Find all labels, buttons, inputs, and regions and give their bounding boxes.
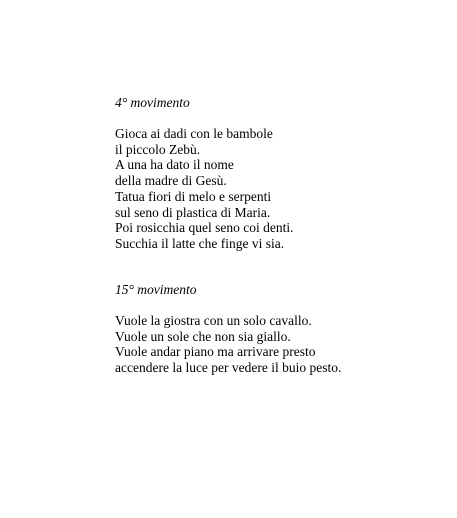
verse-line: sul seno di plastica di Maria.: [115, 204, 271, 220]
poem-15-movimento: [115, 281, 435, 376]
verse-line: della madre di Gesù.: [115, 173, 227, 189]
verse-line: Poi rosicchia quel seno coi denti.: [115, 220, 294, 236]
verse-line: il piccolo Zebù.: [115, 141, 201, 157]
verse-line: Tatua fiori di melo e serpenti: [115, 188, 272, 204]
verse-line: Gioca ai dadi con le bambole: [115, 126, 273, 141]
verse-line: Vuole andar piano ma arrivare presto: [115, 344, 316, 360]
verse-line: Vuole la giostra con un solo cavallo.: [115, 313, 312, 328]
verse-line: Succhia il latte che finge vi sia.: [115, 235, 285, 251]
verse-line: accendere la luce per vedere il buio pesto.: [115, 360, 342, 376]
verse-line: A una ha dato il nome: [115, 157, 234, 173]
poem-4-movimento: [115, 94, 435, 252]
poem-title: 15° movimento: [115, 282, 197, 297]
verse-line: Vuole un sole che non sia giallo.: [115, 328, 291, 344]
poem-title: 4° movimento: [115, 95, 190, 110]
